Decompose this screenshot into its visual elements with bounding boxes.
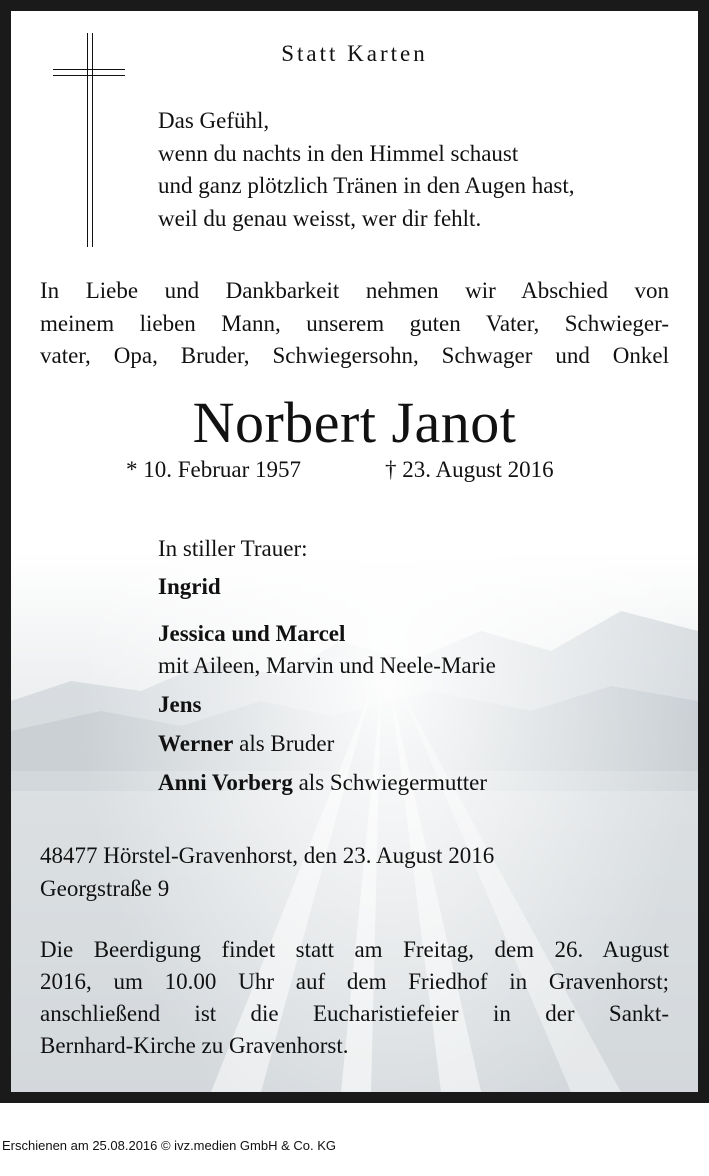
funeral-line: anschließend ist die Eucharistiefeier in der Sankt- (40, 1001, 669, 1026)
poem-line: weil du genau weisst, wer dir fehlt. (158, 205, 482, 231)
mourner-jessica-marcel: Jessica und Marcel (158, 621, 346, 646)
mourner-werner: Werner (158, 731, 234, 756)
publication-footer: Erschienen am 25.08.2016 © ivz.medien GmbH & Co. KG (2, 1138, 337, 1153)
obituary-panel (11, 11, 698, 1092)
mourner-jens: Jens (158, 692, 202, 717)
mourning-intro: In stiller Trauer: (158, 536, 308, 561)
mourner-werner-line (158, 731, 334, 757)
funeral-line: Bernhard-Kirche zu Gravenhorst. (40, 1033, 349, 1058)
mourner-anni-relation: als Schwiegermutter (298, 770, 488, 795)
cross-icon-bar-2 (53, 75, 125, 76)
death-date: † 23. August 2016 (385, 457, 554, 482)
notice-heading: Statt Karten (281, 41, 428, 66)
funeral-info (40, 934, 669, 1062)
mourner-werner-relation: als Bruder (239, 731, 335, 756)
intro-text (40, 275, 669, 373)
mourner-grandchildren: mit Aileen, Marvin und Neele-Marie (158, 653, 496, 678)
birth-date: * 10. Februar 1957 (126, 457, 302, 482)
cross-icon-bar (53, 69, 125, 70)
poem (158, 105, 575, 235)
funeral-line: Die Beerdigung findet statt am Freitag, dem 26. August (40, 937, 669, 962)
poem-line: wenn du nachts in den Himmel schaust (158, 140, 519, 166)
poem-line: und ganz plötzlich Tränen in den Augen hast, (158, 173, 575, 198)
place-date: 48477 Hörstel-Gravenhorst, den 23. August 2016 (40, 843, 495, 868)
mourner-ingrid: Ingrid (158, 574, 221, 599)
intro-line: In Liebe und Dankbarkeit nehmen wir Abschied von (40, 278, 669, 303)
mourner-anni-line (158, 770, 487, 796)
poem-line: Das Gefühl, (158, 108, 270, 133)
intro-line: vater, Opa, Bruder, Schwiegersohn, Schwager und Onkel (40, 343, 669, 368)
address-block (40, 840, 494, 905)
life-dates (11, 457, 698, 487)
street-address: Georgstraße 9 (40, 875, 170, 901)
funeral-line: 2016, um 10.00 Uhr auf dem Friedhof in Gravenhorst; (40, 969, 669, 994)
mourner-anni: Anni Vorberg (158, 770, 293, 795)
intro-line: meinem lieben Mann, unserem guten Vater, Schwieger- (40, 310, 669, 336)
deceased-name: Norbert Janot (192, 390, 517, 455)
